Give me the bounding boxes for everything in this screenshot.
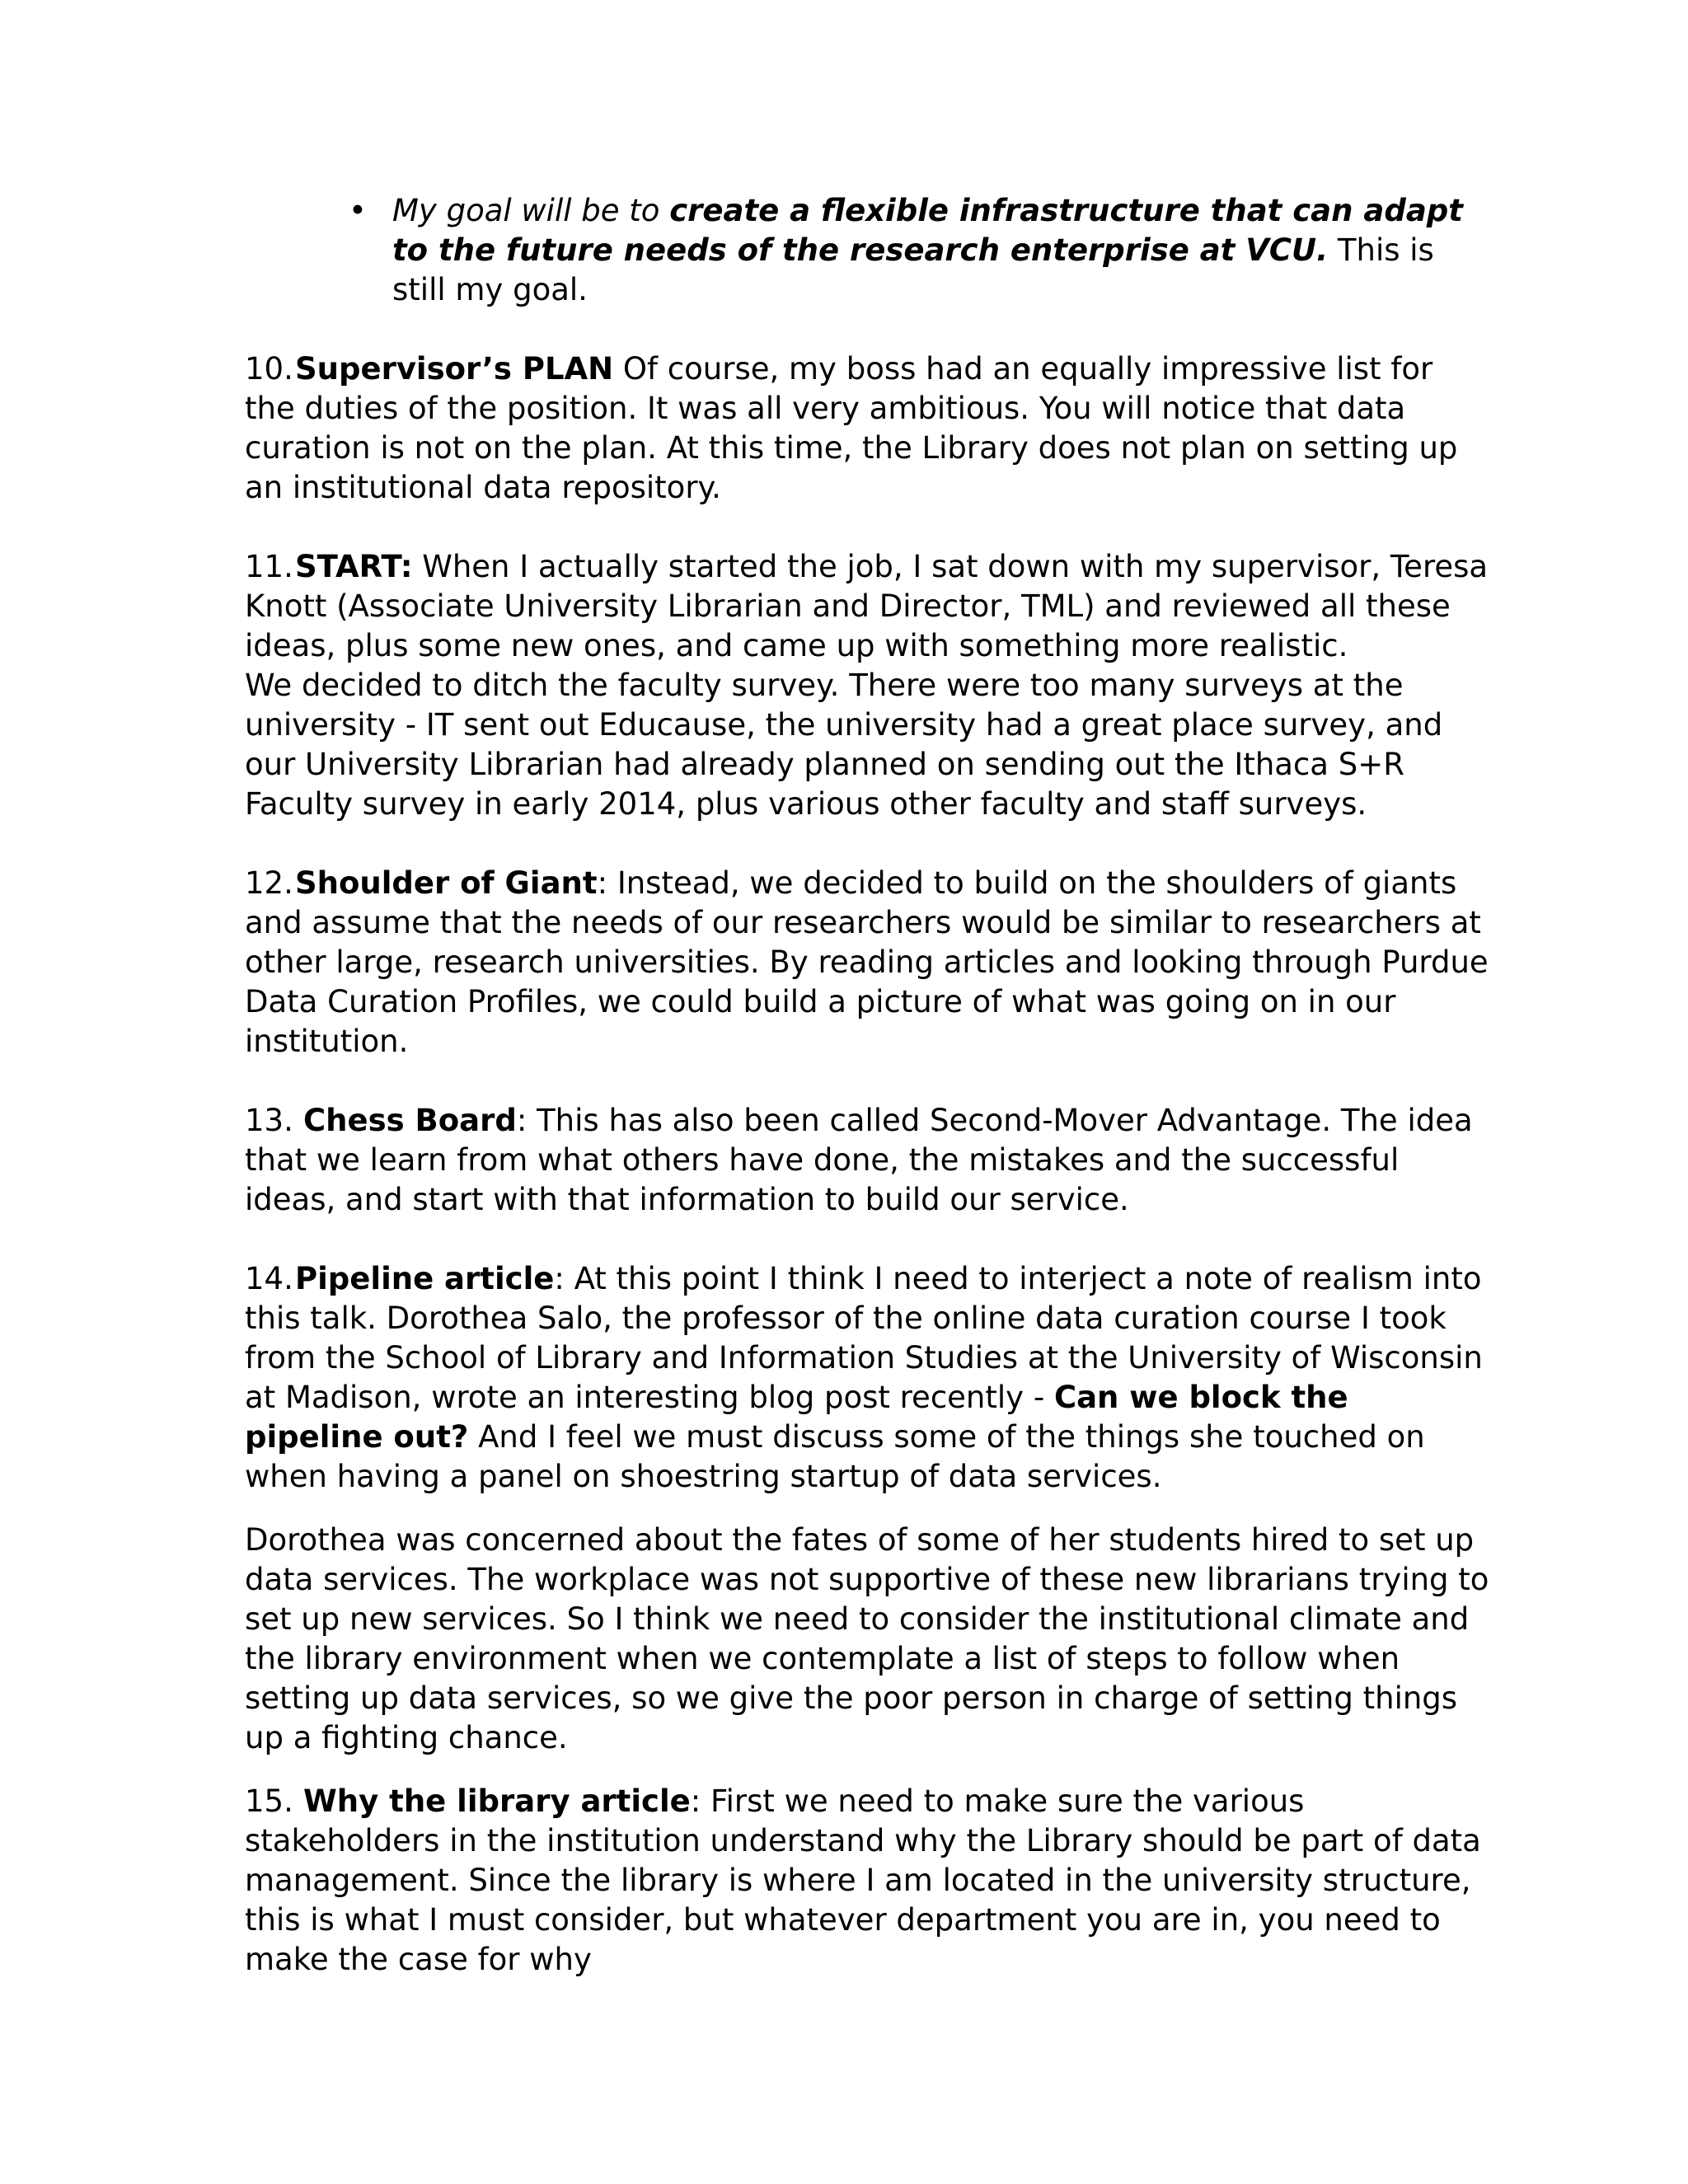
goal-emphasis-text: create a flexible infrastructure that can adapt to the future needs of the research enterprise at VCU.	[392, 193, 1463, 268]
item-body-end: And I feel we must discuss some of the things she touched on when having a panel on shoestring startup of data services.	[245, 1419, 1425, 1494]
item-title: Pipeline article	[295, 1261, 555, 1296]
item-number: 13.	[245, 1103, 293, 1138]
item-body: : At this point I think I need to interject a note of realism into this talk. Dorothea Salo, the professor of the online data curation course I took from the School of Library and Information Studies at the University of Wisconsin at Madison, wrote an interesting blog post recently -	[245, 1261, 1483, 1415]
item-body: When I actually started the job, I sat down with my supervisor, Teresa Knott (Associate University Librarian and Director, TML) and reviewed all these ideas, plus some new ones, and came up with something more realistic.	[245, 549, 1489, 663]
dorothea-paragraph: Dorothea was concerned about the fates of some of her students hired to set up data services. The workplace was not supportive of these new librarians trying to set up new services. So I think we need to consider the institutional climate and the library environment when we contemplate a list of steps to follow when setting up data services, so we give the poor person in charge of setting things up a fighting chance.	[245, 1522, 1489, 1755]
item-title: START:	[295, 549, 413, 584]
bullet-marker: •	[349, 193, 367, 228]
item-title: Chess Board	[303, 1103, 517, 1138]
goal-bullet	[245, 191, 1489, 310]
item-15	[245, 1782, 1489, 1980]
item-number: 14.	[245, 1261, 293, 1296]
item-10	[245, 349, 1489, 508]
goal-trailing-text: This is still my goal.	[392, 232, 1434, 307]
item-12	[245, 864, 1489, 1062]
item-14	[245, 1259, 1489, 1497]
item-number: 10.	[245, 351, 293, 387]
item-13	[245, 1101, 1489, 1220]
item-title: Why the library article	[303, 1783, 691, 1819]
item-number: 11.	[245, 549, 293, 584]
item-title: Supervisor’s PLAN	[295, 351, 614, 387]
item-body-continued: We decided to ditch the faculty survey. There were too many surveys at the university - IT sent out Educause, the university had a great place survey, and our University Librarian had already planned on sending out the Ithaca S+R Faculty survey in early 2014, plus various other faculty and staff surveys.	[245, 668, 1443, 822]
item-body: : This has also been called Second-Mover Advantage. The idea that we learn from what others have done, the mistakes and the successful ideas, and start with that information to build our service.	[245, 1103, 1473, 1217]
item-body: : Instead, we decided to build on the shoulders of giants and assume that the needs of our researchers would be similar to researchers at other large, research universities. By reading articles and looking through Purdue Data Curation Profiles, we could build a picture of what was going on in our institution.	[245, 865, 1489, 1059]
item-11	[245, 547, 1489, 824]
item-body: Of course, my boss had an equally impressive list for the duties of the position. It was all very ambitious. You will notice that data curation is not on the plan. At this time, the Library does not plan on setting up an institutional data repository.	[245, 351, 1458, 505]
blog-post-title: Can we block the pipeline out?	[245, 1380, 1348, 1455]
item-title: Shoulder of Giant	[295, 865, 598, 901]
item-number: 15.	[245, 1783, 293, 1819]
item-number: 12.	[245, 865, 293, 901]
document-body	[245, 191, 1489, 2019]
item-body: : First we need to make sure the various stakeholders in the institution understand why the Library should be part of data management. Since the library is where I am located in the university structure, this is what I must consider, but whatever department you are in, you need to make the case for why	[245, 1783, 1481, 1977]
goal-intro-text: My goal will be to	[392, 193, 670, 228]
